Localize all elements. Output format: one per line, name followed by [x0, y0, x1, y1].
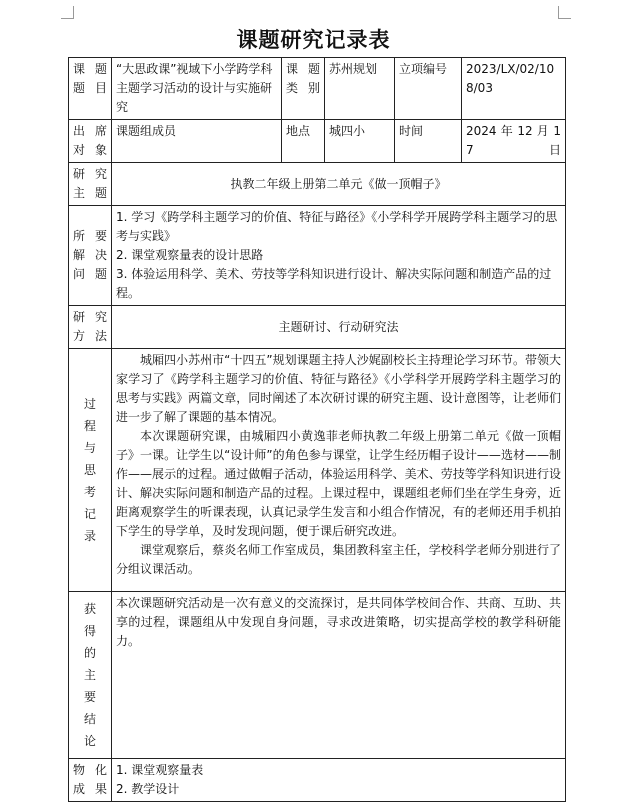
result-paragraph: 本次课题研究活动是一次有意义的交流探讨，是共同体学校间合作、共商、互助、共享的过程，课题组从中发现自身问题，寻求改进策略，切实提高学校的教学科研能力。: [116, 596, 561, 648]
project-no-label: 立项编号: [395, 58, 462, 120]
questions-label: 所 要 解 决 问题: [69, 206, 112, 306]
crop-mark-top-left: [61, 6, 74, 19]
process-paragraph: 课堂观察后，蔡炎名师工作室成员，集团教科室主任，学校科学老师分别进行了分组议课活动。: [116, 543, 561, 576]
attendees-value: 课题组成员: [112, 120, 282, 163]
list-item: 3. 体验运用科学、美术、劳技等学科知识进行设计、解决实际问题和制造产品的过程。: [116, 267, 552, 300]
result-label-char: 的: [83, 646, 96, 660]
result-label: [69, 592, 112, 759]
row-output: [69, 759, 566, 802]
row-attendees: [69, 120, 566, 163]
list-item: 2. 课堂观察量表的设计思路: [116, 248, 264, 262]
process-paragraph: 城厢四小苏州市“十四五”规划课题主持人沙娓副校长主持理论学习环节。带领大家学习了《跨学科主题学习的价值、特征与路径》《小学科学开展跨学科主题学习的思考与实践》两篇文章，同时阐述了本次研讨课的研究主题、设计意图等，让老师们进一步了解了课题的基本情况。: [116, 353, 561, 424]
process-label-char: 录: [83, 529, 96, 543]
process-label-char: 与: [83, 441, 96, 455]
result-label-char: 结: [83, 712, 96, 726]
output-list: [112, 759, 566, 802]
time-value: 2024 年 12 月 17日: [462, 120, 566, 163]
record-table: [68, 57, 566, 802]
result-text: [112, 592, 566, 759]
questions-list: [112, 206, 566, 306]
process-paragraph: 本次课题研究课，由城厢四小黄逸菲老师执教二年级上册第二单元《做一顶帽子》一课。让学生以“设计师”的角色参与课堂，让学生经历帽子设计——选材——制作——展示的过程。通过做帽子活动，体验运用科学、美术、劳技等学科知识进行设计、解决实际问题和制造产品的过程。上课过程中，课题组老师们坐在学生身旁，近距离观察学生的听课表现，认真记录学生发言和小组合作情况，有的老师还用手机拍下学生的导学单，及时发现问题，便于课后研究改进。: [116, 429, 561, 538]
list-item: 1. 课堂观察量表: [116, 763, 204, 777]
row-topic: [69, 58, 566, 120]
row-result: [69, 592, 566, 759]
attendees-label: 出 席 对象: [69, 120, 112, 163]
category-label: 课 题 类别: [282, 58, 325, 120]
topic-label: 课 题 题目: [69, 58, 112, 120]
method-label: 研 究 方法: [69, 306, 112, 349]
list-item: 1. 学习《跨学科主题学习的价值、特征与路径》《小学科学开展跨学科主题学习的思考与实践》: [116, 210, 558, 243]
row-process: [69, 349, 566, 592]
result-label-char: 论: [83, 734, 96, 748]
row-method: [69, 306, 566, 349]
result-label-char: 获: [83, 602, 96, 616]
process-label-char: 考: [83, 485, 96, 499]
output-label: 物 化 成果: [69, 759, 112, 802]
page-title: 课题研究记录表: [236, 27, 391, 52]
location-label: 地点: [282, 120, 325, 163]
row-content: [69, 163, 566, 206]
crop-mark-top-right: [558, 6, 571, 19]
result-label-char: 要: [83, 690, 96, 704]
process-label-char: 过: [83, 397, 96, 411]
project-no-value: 2023/LX/02/108/03: [462, 58, 566, 120]
process-label-char: 记: [83, 507, 96, 521]
row-questions: [69, 206, 566, 306]
category-value: 苏州规划: [325, 58, 395, 120]
process-label-char: 程: [83, 419, 96, 433]
process-label-char: 思: [83, 463, 96, 477]
result-label-char: 主: [83, 668, 96, 682]
location-value: 城四小: [325, 120, 395, 163]
content-label: 研 究 主题: [69, 163, 112, 206]
method-value: 主题研讨、行动研究法: [112, 306, 566, 349]
process-text: [112, 349, 566, 592]
list-item: 2. 教学设计: [116, 782, 180, 796]
process-label: [69, 349, 112, 592]
topic-value: “大思政课”视域下小学跨学科主题学习活动的设计与实施研究: [112, 58, 282, 120]
result-label-char: 得: [83, 624, 96, 638]
content-value: 执教二年级上册第二单元《做一顶帽子》: [112, 163, 566, 206]
time-label: 时间: [395, 120, 462, 163]
